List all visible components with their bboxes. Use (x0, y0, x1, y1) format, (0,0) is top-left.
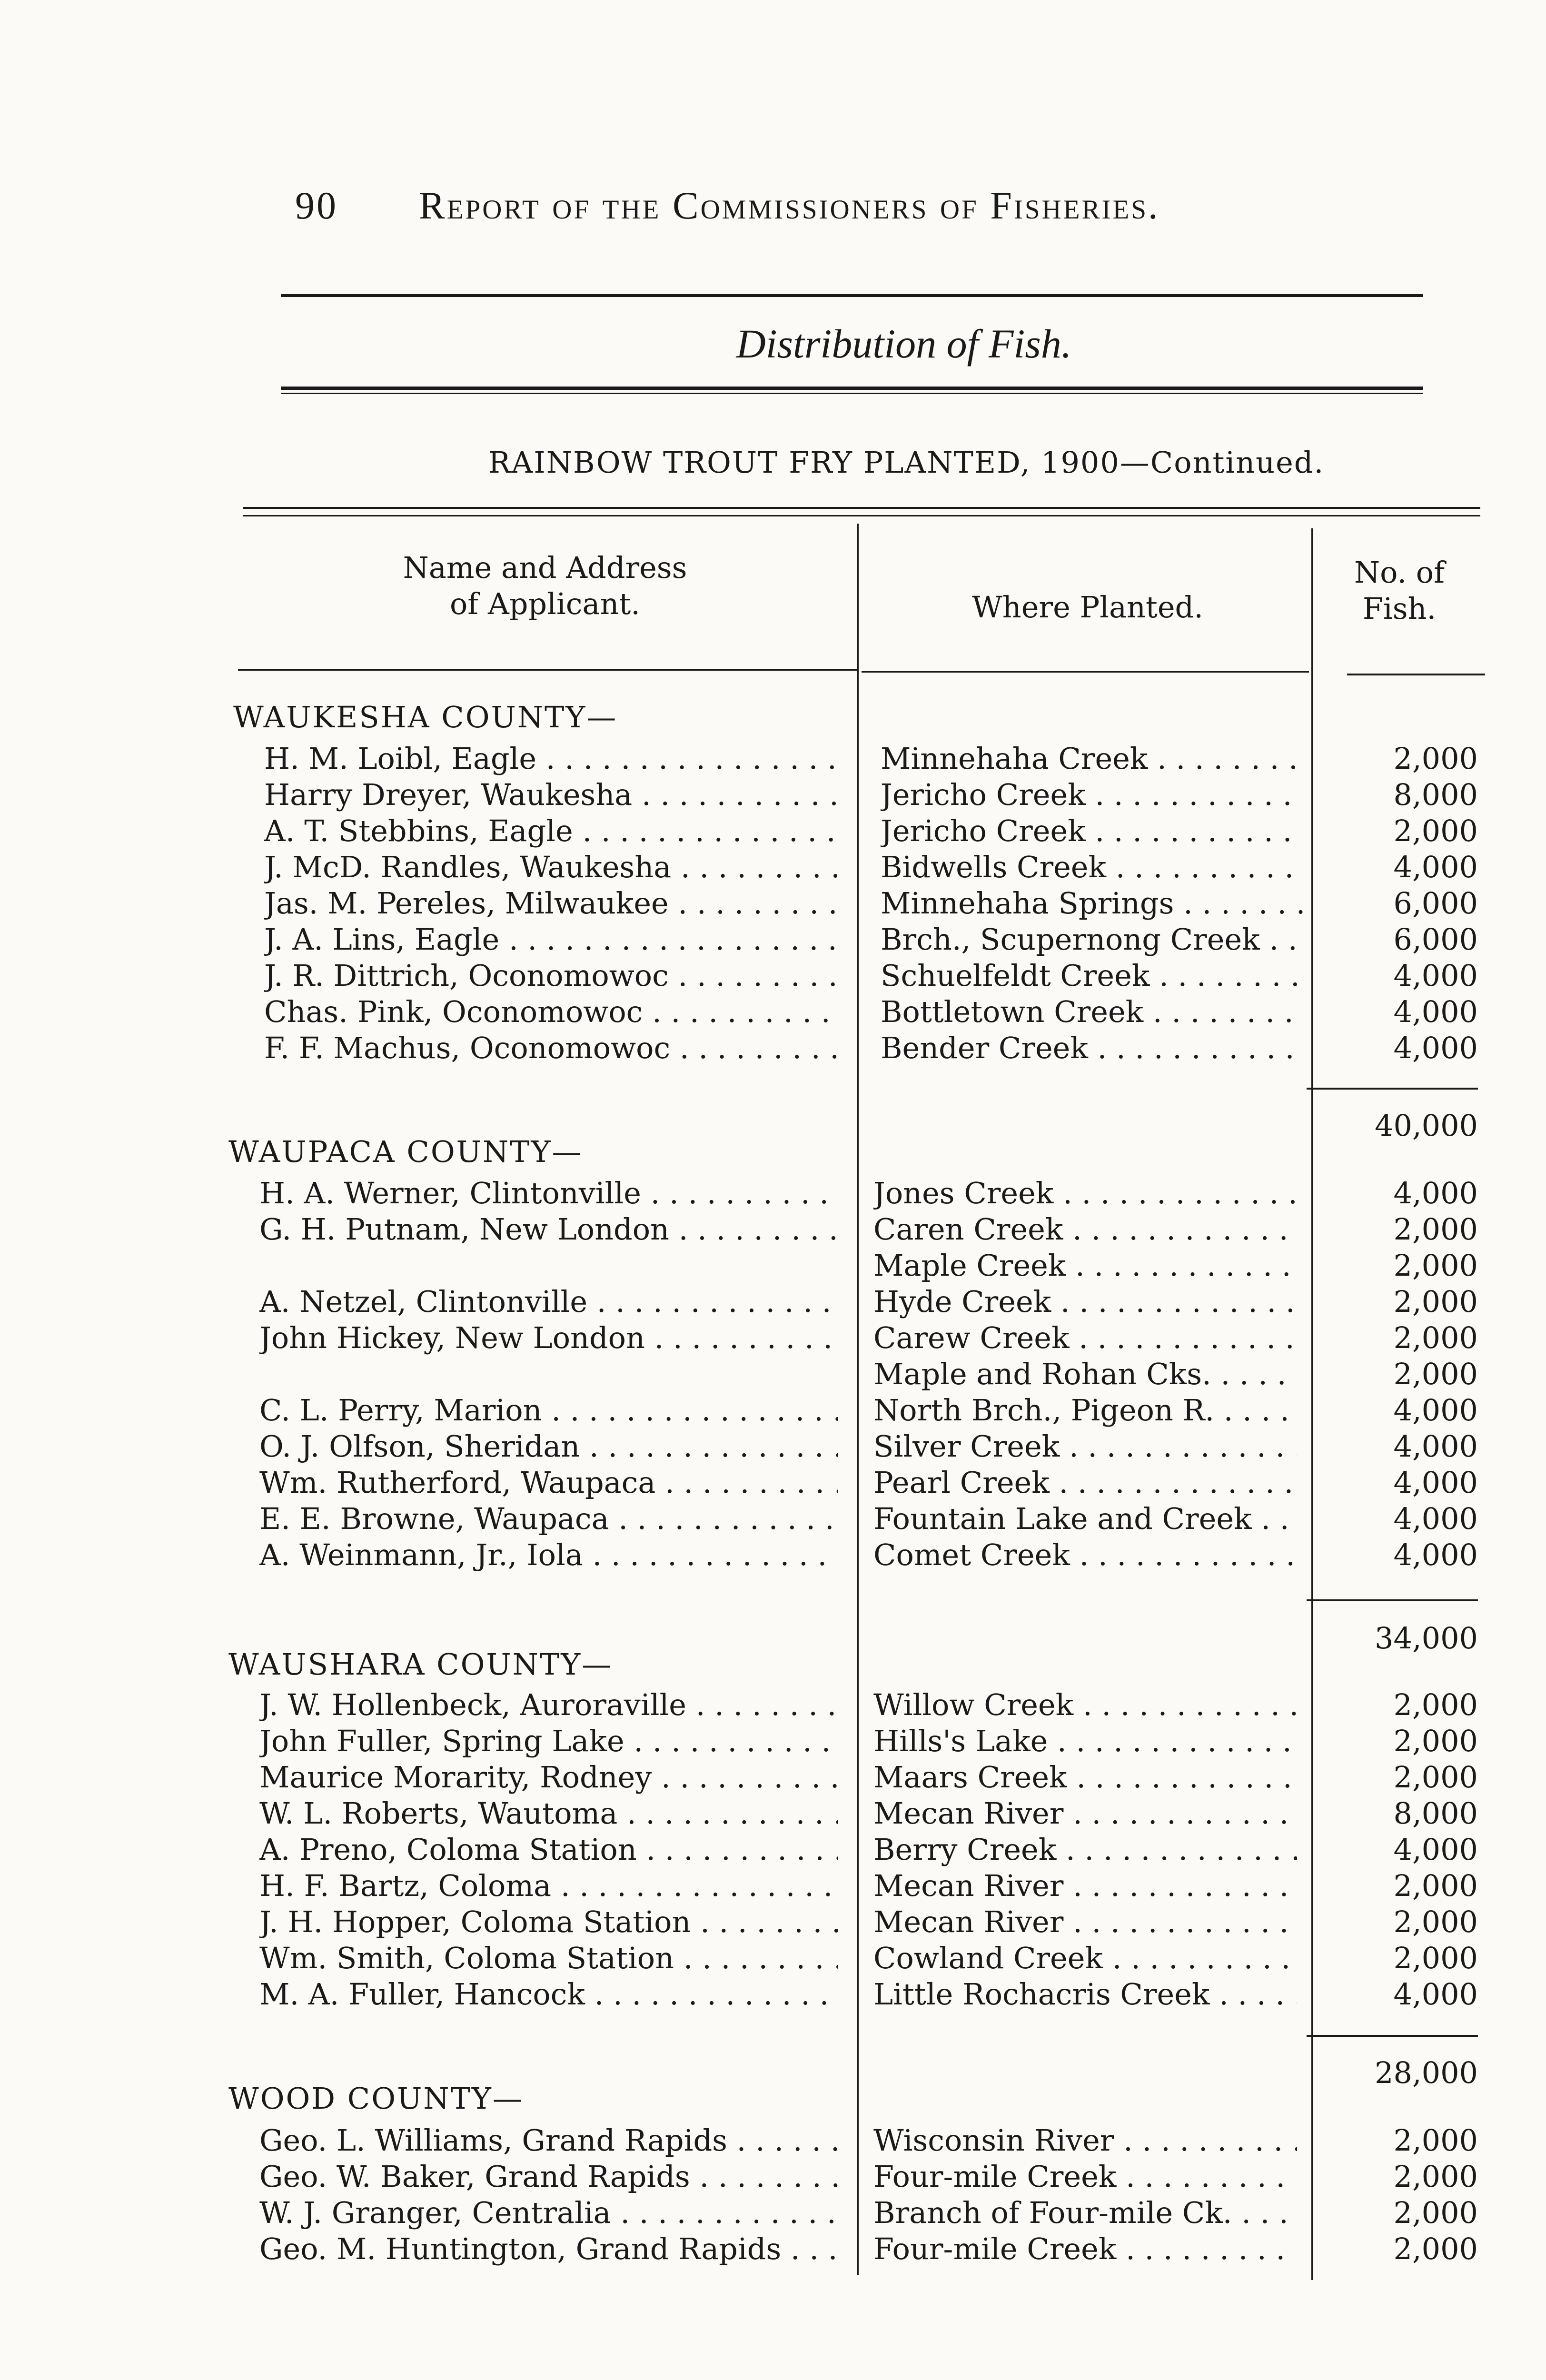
applicant-cell: W. J. Granger, Centralia . . . (259, 2195, 838, 2230)
applicant-cell: J. H. Hopper, Coloma Station . . . (259, 1904, 838, 1939)
applicant-cell: Harry Dreyer, Waukesha . . . (264, 777, 842, 812)
header-rule-bottom (281, 387, 1423, 390)
fish-cell: 2,000 (1393, 741, 1478, 776)
where-cell: Cowland Creek . . . (873, 1941, 1297, 1975)
table-row (0, 1393, 1546, 1429)
applicant-cell: M. A. Fuller, Hancock . . . (259, 1977, 838, 2012)
table-row (0, 1760, 1546, 1796)
fish-cell: 4,000 (1393, 1465, 1478, 1500)
fish-cell: 2,000 (1393, 2231, 1478, 2266)
applicant-cell: J. W. Hollenbeck, Auroraville . . . (259, 1687, 838, 1722)
col-header-applicant (248, 550, 842, 622)
table-row (0, 1977, 1546, 2013)
applicant-cell: W. L. Roberts, Wautoma . . . (259, 1796, 838, 1831)
county-heading: WAUPACA COUNTY— (228, 1134, 583, 1169)
subtotal-rule (1307, 2035, 1478, 2037)
county-heading: WOOD COUNTY— (228, 2081, 524, 2116)
where-cell: Minnehaha Creek . . . (881, 741, 1304, 776)
fish-cell: 4,000 (1393, 850, 1478, 884)
table-row (0, 886, 1546, 922)
col-header-applicant-line2: of Applicant. (449, 586, 641, 621)
where-cell: Mecan River . . . (873, 1904, 1297, 1939)
applicant-cell: C. L. Perry, Marion . . . (259, 1393, 838, 1428)
where-cell: Carew Creek . . . (873, 1320, 1297, 1355)
where-cell: Bottletown Creek . . . (881, 994, 1304, 1029)
county-total: 28,000 (1375, 2055, 1478, 2090)
where-cell: North Brch., Pigeon R. . . . (873, 1393, 1297, 1428)
table-row (0, 1320, 1546, 1357)
where-cell: Mecan River . . . (873, 1796, 1297, 1831)
table-row (0, 1248, 1546, 1284)
fish-cell: 4,000 (1393, 1501, 1478, 1536)
running-header (295, 183, 1318, 228)
where-cell: Maple and Rohan Cks. . . . (873, 1357, 1297, 1391)
where-cell: Branch of Four-mile Ck. . . . (873, 2195, 1297, 2230)
applicant-cell: J. A. Lins, Eagle . . . (264, 922, 842, 957)
where-cell: Hills's Lake . . . (873, 1724, 1297, 1758)
applicant-cell: O. J. Olfson, Sheridan . . . (259, 1429, 838, 1464)
fish-cell: 4,000 (1393, 1977, 1478, 2012)
fish-cell: 2,000 (1393, 1724, 1478, 1758)
county-total: 34,000 (1375, 1621, 1478, 1656)
applicant-cell: A. Netzel, Clintonville . . . (259, 1284, 838, 1319)
fish-cell: 6,000 (1393, 922, 1478, 957)
where-cell: Schuelfeldt Creek . . . (881, 958, 1304, 993)
county-heading: WAUSHARA COUNTY— (228, 1647, 613, 1682)
where-cell: Berry Creek . . . (873, 1832, 1297, 1867)
table-row (0, 1357, 1546, 1393)
col-header-applicant-line1: Name and Address (403, 550, 687, 585)
where-cell: Bender Creek . . . (881, 1031, 1304, 1065)
applicant-cell: A. Weinmann, Jr., Iola . . . (259, 1537, 838, 1572)
table-row (0, 1284, 1546, 1320)
subtotal-rule (1307, 1088, 1478, 1090)
county-heading: WAUKESHA COUNTY— (233, 700, 618, 734)
table-row (0, 994, 1546, 1031)
table-row (0, 922, 1546, 958)
applicant-cell: G. H. Putnam, New London . . . (259, 1212, 838, 1247)
where-cell: Bidwells Creek . . . (881, 850, 1304, 884)
applicant-cell: J. R. Dittrich, Oconomowoc . . . (264, 958, 842, 993)
applicant-cell: Geo. W. Baker, Grand Rapids . . . (259, 2159, 838, 2194)
col-header-fish-line1: No. of (1354, 555, 1445, 590)
fish-cell: 6,000 (1393, 886, 1478, 921)
applicant-cell: Geo. L. Williams, Grand Rapids . . . (259, 2123, 838, 2158)
fish-cell: 2,000 (1393, 1868, 1478, 1903)
where-cell: Jericho Creek . . . (881, 813, 1304, 848)
fish-cell: 2,000 (1393, 2159, 1478, 2194)
applicant-cell: Jas. M. Pereles, Milwaukee . . . (264, 886, 842, 921)
where-cell: Maars Creek . . . (873, 1760, 1297, 1795)
fish-cell: 2,000 (1393, 1284, 1478, 1319)
table-row (0, 2159, 1546, 2195)
table-row (0, 1868, 1546, 1904)
fish-cell: 2,000 (1393, 2123, 1478, 2158)
running-title: Report of the Commissioners of Fisheries. (419, 184, 1160, 227)
table-title: RAINBOW TROUT FRY PLANTED, 1900—Continued. (488, 445, 1325, 480)
applicant-cell: John Fuller, Spring Lake . . . (259, 1724, 838, 1758)
where-cell: Comet Creek . . . (873, 1537, 1297, 1572)
where-cell: Little Rochacris Creek . . . (873, 1977, 1297, 2012)
table-top-rule-2 (243, 515, 1480, 516)
page-number: 90 (295, 184, 338, 227)
applicant-cell: Geo. M. Huntington, Grand Rapids . . . (259, 2231, 838, 2266)
applicant-cell: H. F. Bartz, Coloma . . . (259, 1868, 838, 1903)
table-row (0, 1796, 1546, 1832)
col-header-rule (238, 669, 857, 671)
fish-cell: 4,000 (1393, 1393, 1478, 1428)
where-cell: Jericho Creek . . . (881, 777, 1304, 812)
fish-cell: 2,000 (1393, 1248, 1478, 1283)
where-cell: Willow Creek . . . (873, 1687, 1297, 1722)
fish-cell: 2,000 (1393, 1687, 1478, 1722)
where-cell: Silver Creek . . . (873, 1429, 1297, 1464)
table-row (0, 1212, 1546, 1248)
fish-cell: 4,000 (1393, 994, 1478, 1029)
fish-cell: 4,000 (1393, 958, 1478, 993)
applicant-cell: Chas. Pink, Oconomowoc . . . (264, 994, 842, 1029)
table-row (0, 1904, 1546, 1941)
col-header-rule-right (862, 671, 1309, 673)
applicant-cell: Wm. Rutherford, Waupaca . . . (259, 1465, 838, 1500)
table-row (0, 813, 1546, 850)
fish-cell: 2,000 (1393, 1357, 1478, 1391)
where-cell: Wisconsin River . . . (873, 2123, 1297, 2158)
table-row (0, 1724, 1546, 1760)
applicant-cell: Wm. Smith, Coloma Station . . . (259, 1941, 838, 1975)
table-row (0, 850, 1546, 886)
where-cell: Fountain Lake and Creek . . . (873, 1501, 1297, 1536)
fish-cell: 4,000 (1393, 1176, 1478, 1210)
fish-cell: 4,000 (1393, 1031, 1478, 1065)
applicant-cell: John Hickey, New London . . . (259, 1320, 838, 1355)
applicant-cell: E. E. Browne, Waupaca . . . (259, 1501, 838, 1536)
applicant-cell: A. T. Stebbins, Eagle . . . (264, 813, 842, 848)
header-rule-top (281, 294, 1423, 297)
where-cell: Caren Creek . . . (873, 1212, 1297, 1247)
applicant-cell: A. Preno, Coloma Station . . . (259, 1832, 838, 1867)
subtotal-rule (1307, 1599, 1478, 1601)
table-row (0, 1941, 1546, 1977)
fish-cell: 2,000 (1393, 1904, 1478, 1939)
fish-cell: 2,000 (1393, 1212, 1478, 1247)
where-cell: Four-mile Creek . . . (873, 2159, 1297, 2194)
applicant-cell: F. F. Machus, Oconomowoc . . . (264, 1031, 842, 1065)
applicant-cell: Maurice Morarity, Rodney . . . (259, 1760, 838, 1795)
table-row (0, 1429, 1546, 1465)
table-row (0, 1031, 1546, 1067)
where-cell: Jones Creek . . . (873, 1176, 1297, 1210)
applicant-cell: J. McD. Randles, Waukesha . . . (264, 850, 842, 884)
table-row (0, 1465, 1546, 1501)
where-cell: Four-mile Creek . . . (873, 2231, 1297, 2266)
header-rule-bottom-2 (281, 393, 1423, 394)
where-cell: Brch., Scupernong Creek . . . (881, 922, 1304, 957)
where-cell: Mecan River . . . (873, 1868, 1297, 1903)
where-cell: Minnehaha Springs . . . (881, 886, 1304, 921)
col-header-where: Where Planted. (972, 590, 1203, 625)
table-row (0, 1687, 1546, 1724)
fish-cell: 2,000 (1393, 1941, 1478, 1975)
table-row (0, 2195, 1546, 2231)
table-row (0, 1501, 1546, 1537)
table-row (0, 2123, 1546, 2159)
applicant-cell: H. M. Loibl, Eagle . . . (264, 741, 842, 776)
where-cell: Pearl Creek . . . (873, 1465, 1297, 1500)
fish-cell: 2,000 (1393, 1760, 1478, 1795)
fish-cell: 2,000 (1393, 2195, 1478, 2230)
fish-cell: 4,000 (1393, 1429, 1478, 1464)
fish-cell: 4,000 (1393, 1537, 1478, 1572)
table-row (0, 1537, 1546, 1574)
where-cell: Maple Creek . . . (873, 1248, 1297, 1283)
table-row (0, 741, 1546, 777)
applicant-cell: H. A. Werner, Clintonville . . . (259, 1176, 838, 1210)
fish-cell: 8,000 (1393, 1796, 1478, 1831)
fish-cell: 8,000 (1393, 777, 1478, 812)
where-cell: Hyde Creek . . . (873, 1284, 1297, 1319)
table-row (0, 2231, 1546, 2268)
fish-cell: 2,000 (1393, 1320, 1478, 1355)
col-header-fish (1328, 555, 1471, 627)
fish-cell: 2,000 (1393, 813, 1478, 848)
table-row (0, 1176, 1546, 1212)
col-header-fish-line2: Fish. (1362, 591, 1437, 626)
table-top-rule (243, 507, 1480, 509)
section-title: Distribution of Fish. (736, 321, 1072, 367)
fish-cell: 4,000 (1393, 1832, 1478, 1867)
table-row (0, 958, 1546, 994)
table-row (0, 1832, 1546, 1868)
table-row (0, 777, 1546, 813)
col-header-rule-fish (1347, 674, 1485, 675)
county-total: 40,000 (1375, 1108, 1478, 1143)
